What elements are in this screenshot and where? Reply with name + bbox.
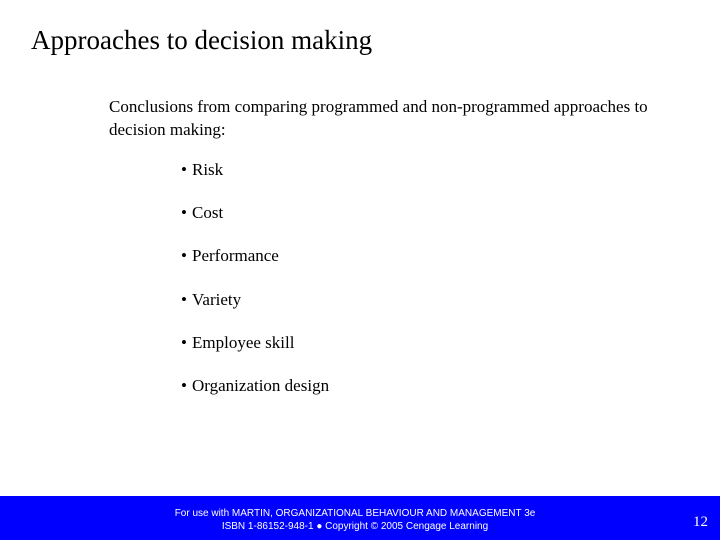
footer-book-credit: For use with MARTIN, ORGANIZATIONAL BEHAVIOUR AND MANAGEMENT 3e xyxy=(174,508,536,519)
bullet-label: Performance xyxy=(192,246,279,266)
bullet-glyph: • xyxy=(181,289,187,309)
bullet-glyph: • xyxy=(181,203,187,223)
bullet-label: Organization design xyxy=(192,375,330,395)
bullet-item-cost xyxy=(181,202,329,245)
page-number: 12 xyxy=(693,514,708,530)
bullet-glyph: • xyxy=(181,160,187,179)
bullet-label: Variety xyxy=(192,289,242,309)
bullet-item-organization-design xyxy=(181,375,329,418)
bullet-item-performance xyxy=(181,245,329,288)
intro-text: Conclusions from comparing programmed and non-programmed approaches to decision making: xyxy=(109,97,648,139)
bullet-item-risk xyxy=(181,159,329,202)
bullet-glyph: • xyxy=(181,332,187,352)
bullet-item-variety xyxy=(181,289,329,332)
slide-title: Approaches to decision making xyxy=(31,25,373,55)
bullet-glyph: • xyxy=(181,375,187,395)
footer-credits xyxy=(150,507,560,533)
bullet-glyph: • xyxy=(181,246,187,266)
bullet-label: Employee skill xyxy=(192,332,295,352)
bullet-label: Cost xyxy=(192,203,224,223)
bullet-label: Risk xyxy=(192,160,224,179)
footer-bar xyxy=(0,496,720,540)
bullet-list xyxy=(181,159,329,418)
bullet-item-employee-skill xyxy=(181,332,329,375)
footer-copyright: ISBN 1-86152-948-1 ● Copyright © 2005 Cengage Learning xyxy=(221,521,489,532)
